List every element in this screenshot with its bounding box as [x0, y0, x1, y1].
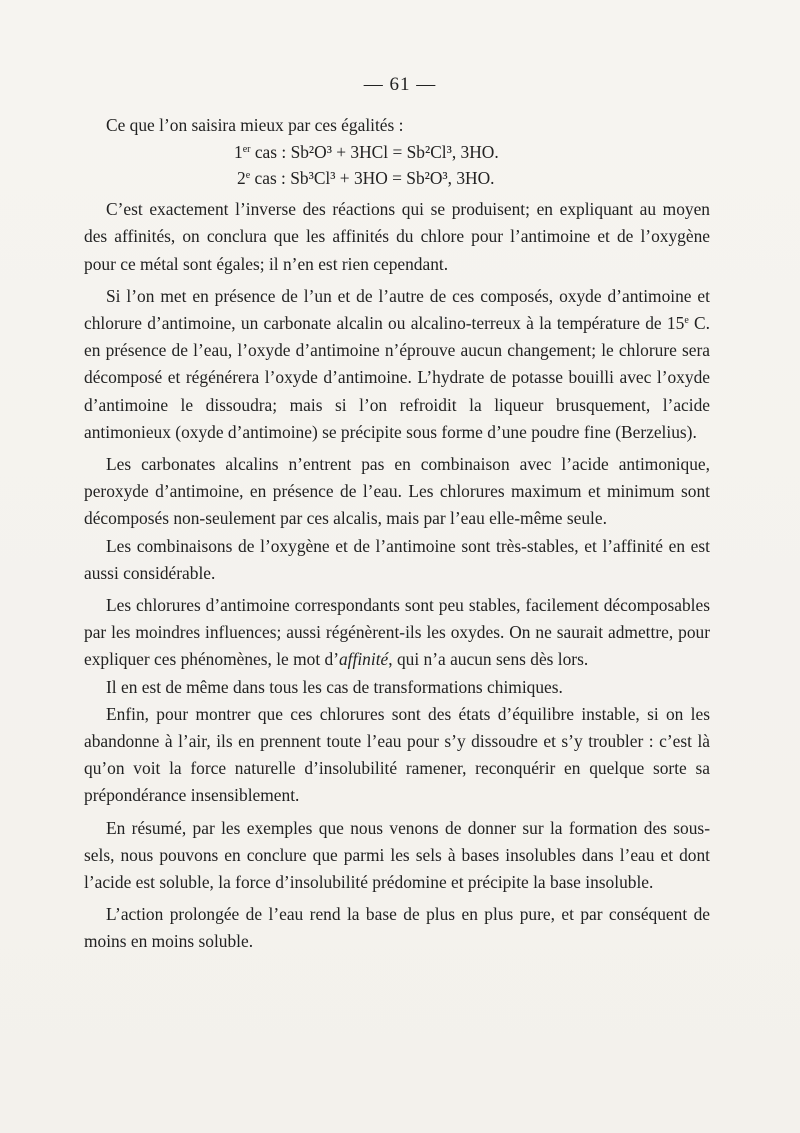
eq1-formula: cas : Sb²O³ + 3HCl = Sb²Cl³, 3HO. — [250, 142, 499, 163]
eq1-label: 1 — [234, 142, 243, 163]
paragraph-8: En résumé, par les exemples que nous venons de donner sur la formation des sous-sels, nous pouvons en conclure que parmi les sels à bases insolubles dans l’eau et dont l’acide est soluble, la force d’insolubilité prédomine et précipite la base insoluble. — [84, 817, 710, 893]
eq2-formula: cas : Sb³Cl³ + 3HO = Sb²O³, 3HO. — [250, 168, 495, 189]
paragraph-4: Les combinaisons de l’oxygène et de l’antimoine sont très-stables, et l’affinité en est aussi considérable. — [84, 535, 710, 583]
paragraph-intro: Ce que l’on saisira mieux par ces égalités : — [106, 115, 404, 135]
eq2-label: 2 — [237, 168, 246, 189]
paragraph-5-em: affinité — [338, 649, 389, 670]
page-number: — 61 — — [363, 74, 437, 95]
paragraph-2 — [84, 283, 710, 446]
paragraph-5-b: , qui n’a aucun sens dès lors. — [388, 649, 589, 670]
paragraph-2-a: Si l’on met en présence de l’un et de l’autre de ces composés, oxyde d’antimoine et chlorure d’antimoine, un carbonate alcalin ou alcalino-terreux à la température de 15 — [84, 285, 710, 334]
paragraph-6: Il en est de même dans tous les cas de transformations chimiques. — [106, 676, 563, 697]
equation-case-1 — [84, 139, 710, 165]
paragraph-2-b: C. en présence de l’eau, l’oxyde d’antimoine n’éprouve aucun changement; le chlorure sera décomposé et régénérera l’oxyde d’antimoine. L’hydrate de potasse bouilli avec l’oxyde d’antimoine le dissoudra; mais si l’on refroidit la liqueur brusquement, l’acide antimonieux (oxyde d’antimoine) se précipite sous forme d’une poudre fine (Berzelius). — [84, 313, 710, 442]
eq1-label-sup: er — [242, 144, 251, 156]
body-text — [84, 112, 710, 956]
paragraph-3: Les carbonates alcalins n’entrent pas en combinaison avec l’acide antimonique, peroxyde d’antimoine, en présence de l’eau. Les chlorures maximum et minimum sont décomposés non-seulement par ces alcalis, mais par l’eau elle-même seule. — [84, 454, 710, 529]
equation-case-2 — [84, 165, 710, 191]
paragraph-7: Enfin, pour montrer que ces chlorures sont des états d’équilibre instable, si on les abandonne à l’air, ils en prennent toute l’eau pour s’y dissoudre et s’y troubler : c’est là qu’on voit la force naturelle d’insolubilité ramener, reconquérir en quelque sorte sa prépondérance insensiblement. — [84, 703, 710, 806]
eq2-label-sup: e — [245, 170, 251, 182]
paragraph-9: L’action prolongée de l’eau rend la base de plus en plus pure, et par conséquent de moins en moins soluble. — [84, 904, 710, 952]
paragraph-1: C’est exactement l’inverse des réactions qui se produisent; en expliquant au moyen des affinités, on conclura que les affinités du chlore pour l’antimoine et de l’oxygène pour ce métal sont égales; il n’en est rien cependant. — [84, 199, 710, 274]
paragraph-5 — [84, 592, 710, 674]
paragraph-5-a: Les chlorures d’antimoine correspondants sont peu stables, facilement décomposables par les moindres influences; aussi régénèrent-ils les oxydes. On ne saurait admettre, pour expliquer ces phénomènes, le mot d’ — [84, 595, 710, 670]
paragraph-2-sup: e — [684, 315, 689, 327]
